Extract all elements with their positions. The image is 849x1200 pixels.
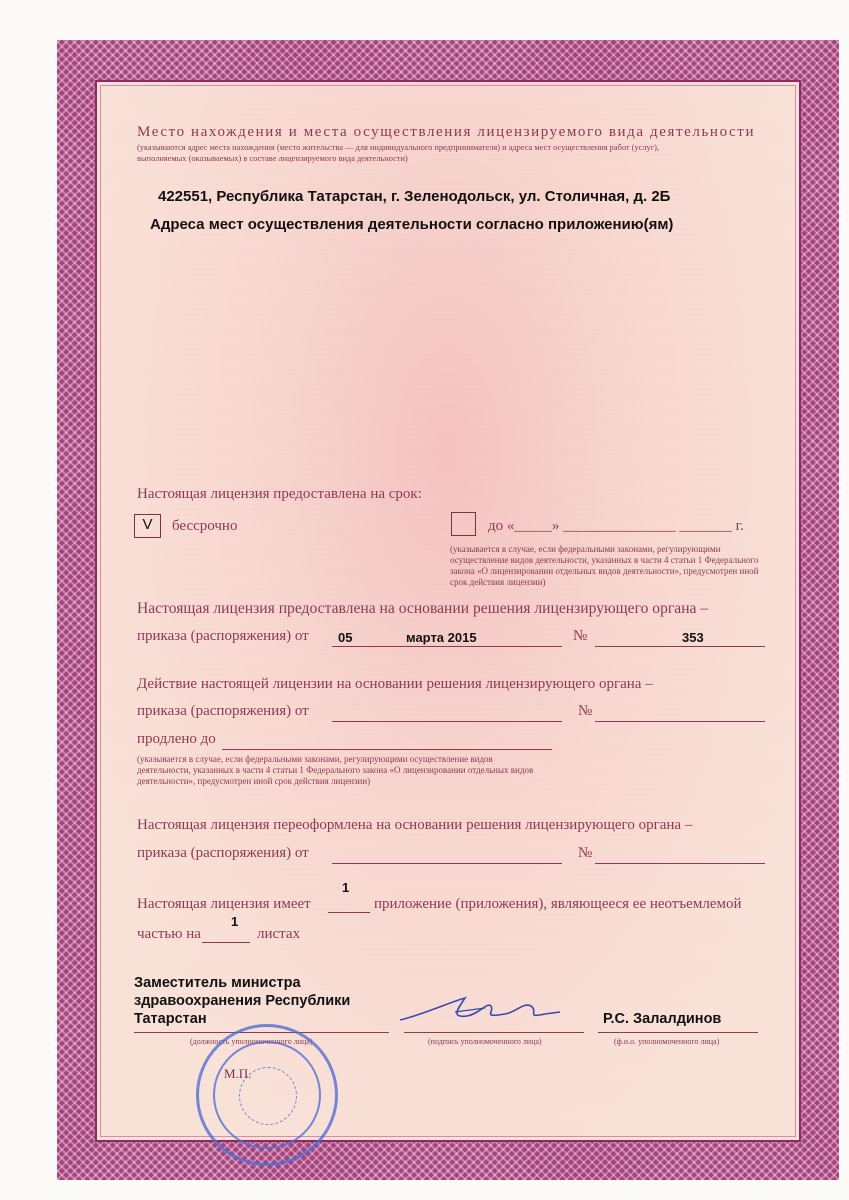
appendix-text-before: Настоящая лицензия имеет — [137, 896, 311, 912]
signatory-position-2: здравоохранения Республики — [134, 993, 351, 1009]
location-note-1: (указываются адрес места нахождения (место жительства — для индивидуального предпринимателя) и адреса мест осуществления работ (услуг), — [137, 143, 660, 152]
extension-date-line — [332, 721, 562, 722]
location-note-2: выполняемых (оказываемых) в составе лицензируемого вида деятельности) — [137, 154, 408, 163]
basis-heading: Настоящая лицензия предоставлена на основании решения лицензирующего органа – — [137, 600, 709, 617]
reissue-order-label: приказа (распоряжения) от — [137, 845, 309, 861]
signature-line — [404, 1032, 584, 1033]
appendix-count: 1 — [342, 880, 350, 895]
seal-label: М.П. — [224, 1066, 252, 1081]
extension-number-line — [595, 721, 765, 722]
signatory-position-3: Татарстан — [134, 1011, 207, 1027]
basis-number-sign: № — [573, 628, 588, 644]
position-caption: (должность уполномоченного лица) — [190, 1037, 313, 1046]
basis-number: 353 — [682, 630, 704, 645]
basis-number-line — [595, 646, 765, 647]
basis-month-year: марта 2015 — [406, 630, 477, 645]
extension-heading: Действие настоящей лицензии на основании решения лицензирующего органа – — [137, 676, 653, 692]
appendix-count-line — [328, 912, 370, 913]
signatory-name: Р.С. Залалдинов — [603, 1011, 722, 1027]
appendix-sheets: 1 — [231, 914, 239, 929]
extended-label: продлено до — [137, 731, 216, 747]
reissue-number-sign: № — [578, 845, 593, 861]
reissue-number-line — [595, 863, 765, 864]
extension-number-sign: № — [578, 703, 593, 719]
appendix-sheets-line — [202, 942, 250, 943]
term-heading: Настоящая лицензия предоставлена на срок: — [137, 486, 422, 502]
license-address: 422551, Республика Татарстан, г. Зеленодольск, ул. Столичная, д. 2Б — [158, 188, 671, 205]
reissue-date-line — [332, 863, 562, 864]
name-line — [598, 1032, 758, 1033]
extension-order-label: приказа (распоряжения) от — [137, 703, 309, 719]
addresses-note: Адреса мест осуществления деятельности согласно приложению(ям) — [150, 216, 674, 233]
signature-image — [395, 990, 565, 1030]
unlimited-checkbox[interactable]: V — [134, 514, 161, 538]
until-label: до «_____» _______________ _______ г. — [488, 518, 744, 534]
basis-order-label: приказа (распоряжения) от — [137, 628, 309, 644]
until-checkbox[interactable] — [451, 512, 476, 536]
name-caption: (ф.и.о. уполномоченного лица) — [614, 1037, 720, 1046]
signatory-position-1: Заместитель министра — [134, 975, 301, 991]
extended-line — [222, 749, 552, 750]
location-heading: Место нахождения и места осуществления лицензируемого вида деятельности — [137, 124, 756, 140]
reissue-heading: Настоящая лицензия переоформлена на основании решения лицензирующего органа – — [137, 817, 693, 833]
appendix-part-label: частью на — [137, 926, 201, 942]
official-seal — [196, 1024, 338, 1166]
appendix-sheets-label: листах — [257, 926, 301, 942]
unlimited-label: бессрочно — [172, 518, 238, 534]
basis-day: 05 — [338, 630, 353, 645]
until-note: (указывается в случае, если федеральными законами, регулирующими осуществление видов деятельности, указанных в части 4 статьи 1 Федерального закона «О лицензировании отдельных видов деятельности», предусмотрен иной срок действия лицензии) — [450, 544, 759, 587]
extension-note: (указывается в случае, если федеральными законами, регулирующими осуществление видов деятельности, указанных в части 4 статьи 1 Федерального закона «О лицензировании отдельных видов деятельности», предусмотрен иной срок действия лицензии) — [137, 754, 534, 786]
basis-date-line — [332, 646, 562, 647]
signature-caption: (подпись уполномоченного лица) — [428, 1037, 542, 1046]
appendix-text-after: приложение (приложения), являющееся ее неотъемлемой — [374, 896, 742, 912]
